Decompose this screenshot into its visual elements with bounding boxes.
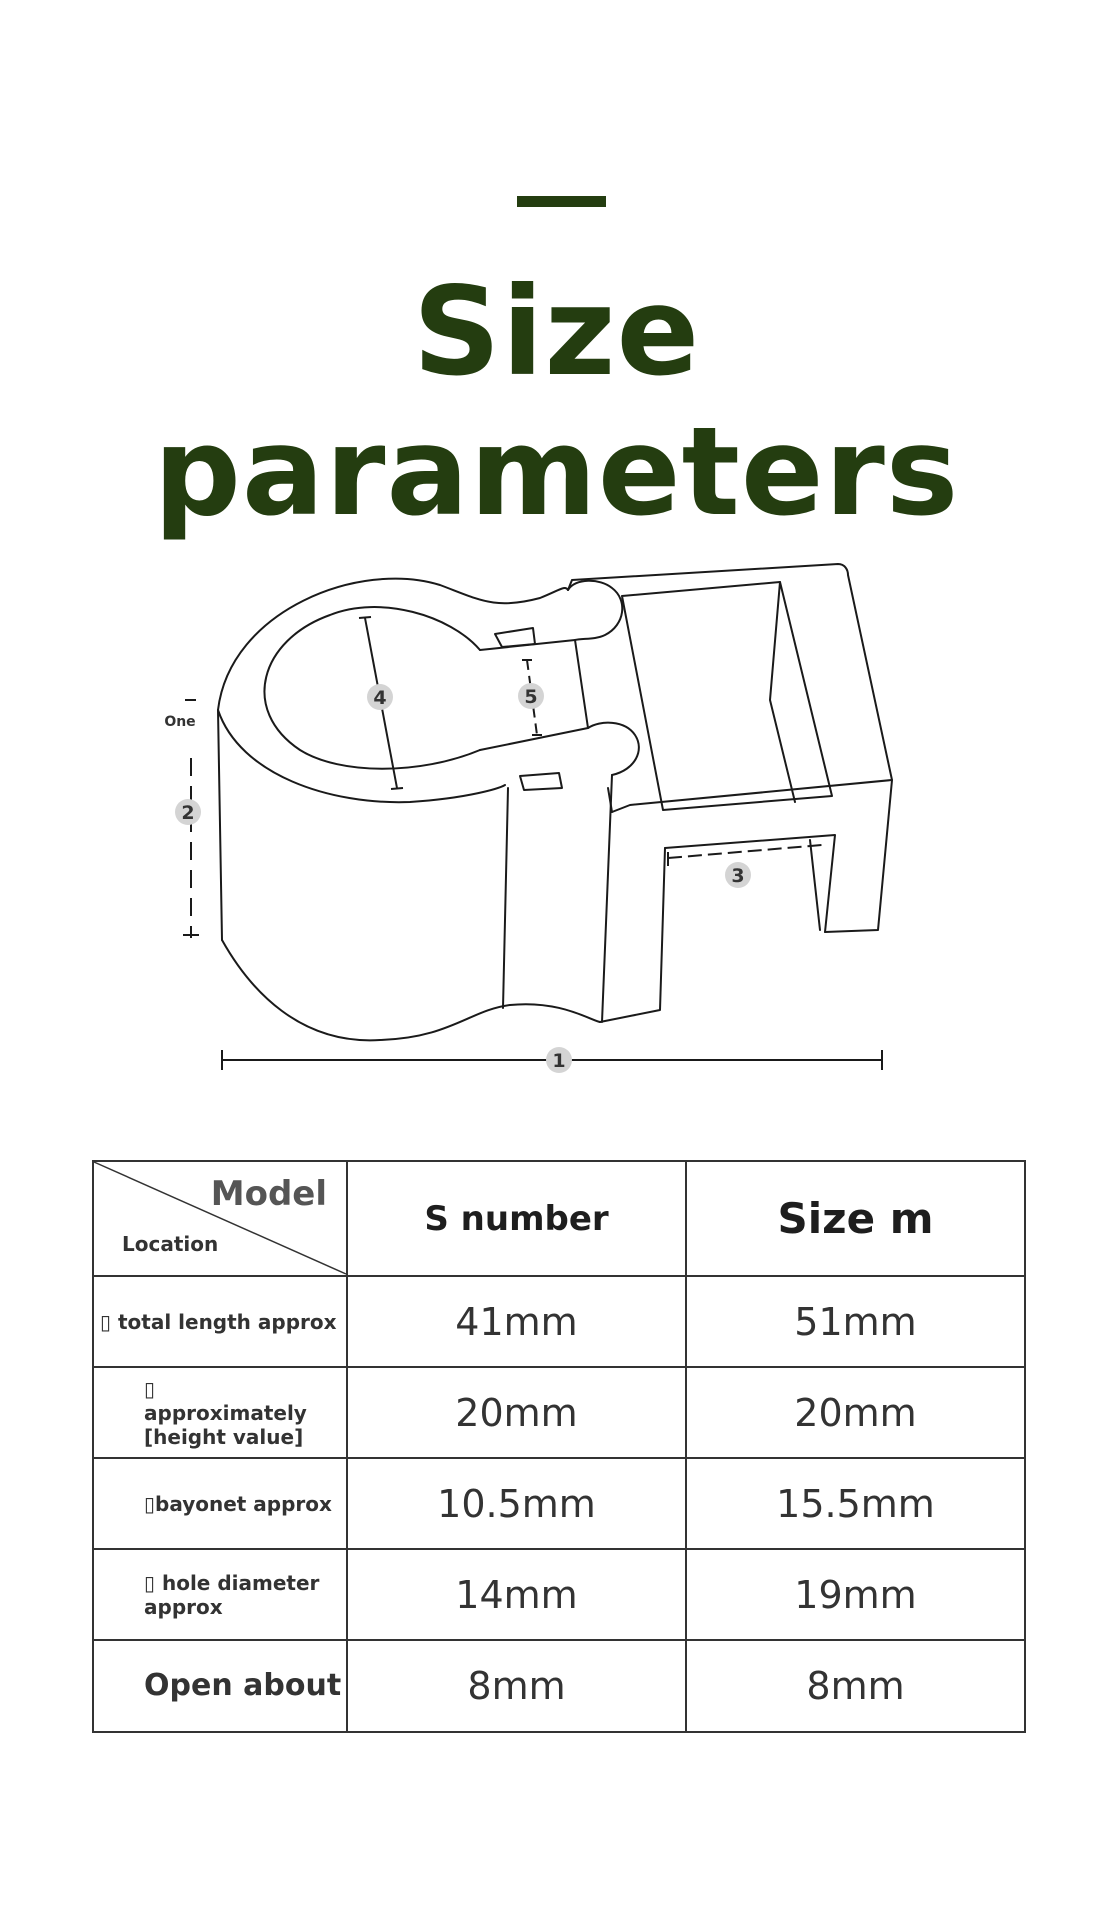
- row-location: ▯ hole diameter approx: [144, 1570, 320, 1619]
- row-value-s: 20mm: [455, 1390, 578, 1435]
- clip-dimension-diagram: [0, 540, 1113, 1080]
- row-value-s: 14mm: [455, 1572, 578, 1617]
- row-location: ▯ total length approx: [100, 1309, 337, 1334]
- clip-drawing: [0, 540, 1113, 1080]
- row-location: ▯ approximately [height value]: [144, 1376, 307, 1449]
- row-value-m: 19mm: [794, 1572, 917, 1617]
- row-location: ▯bayonet approx: [144, 1491, 332, 1516]
- header-corner-cell: [92, 1160, 347, 1276]
- side-label: One: [164, 714, 196, 730]
- row-value-m: 51mm: [794, 1299, 917, 1344]
- column-header-m: Size m: [777, 1194, 934, 1243]
- model-header-label: Model: [210, 1174, 327, 1214]
- marker-4-label: 4: [373, 687, 387, 709]
- row-value-m: 20mm: [794, 1390, 917, 1435]
- marker-1-label: 1: [552, 1050, 566, 1072]
- row-value-m: 15.5mm: [776, 1481, 935, 1526]
- column-header-s: S number: [424, 1198, 609, 1239]
- row-location: Open about: [144, 1668, 342, 1703]
- page-title: Size parameters: [153, 261, 960, 543]
- location-header-label: Location: [122, 1232, 219, 1256]
- size-table: [92, 1160, 1026, 1733]
- row-value-s: 41mm: [455, 1299, 578, 1344]
- row-value-m: 8mm: [806, 1664, 905, 1708]
- marker-5-label: 5: [524, 686, 538, 708]
- row-value-s: 8mm: [467, 1664, 566, 1708]
- title-accent-bar: [517, 196, 606, 207]
- row-value-s: 10.5mm: [437, 1481, 596, 1526]
- marker-2-label: 2: [181, 802, 195, 824]
- marker-3-label: 3: [731, 865, 745, 887]
